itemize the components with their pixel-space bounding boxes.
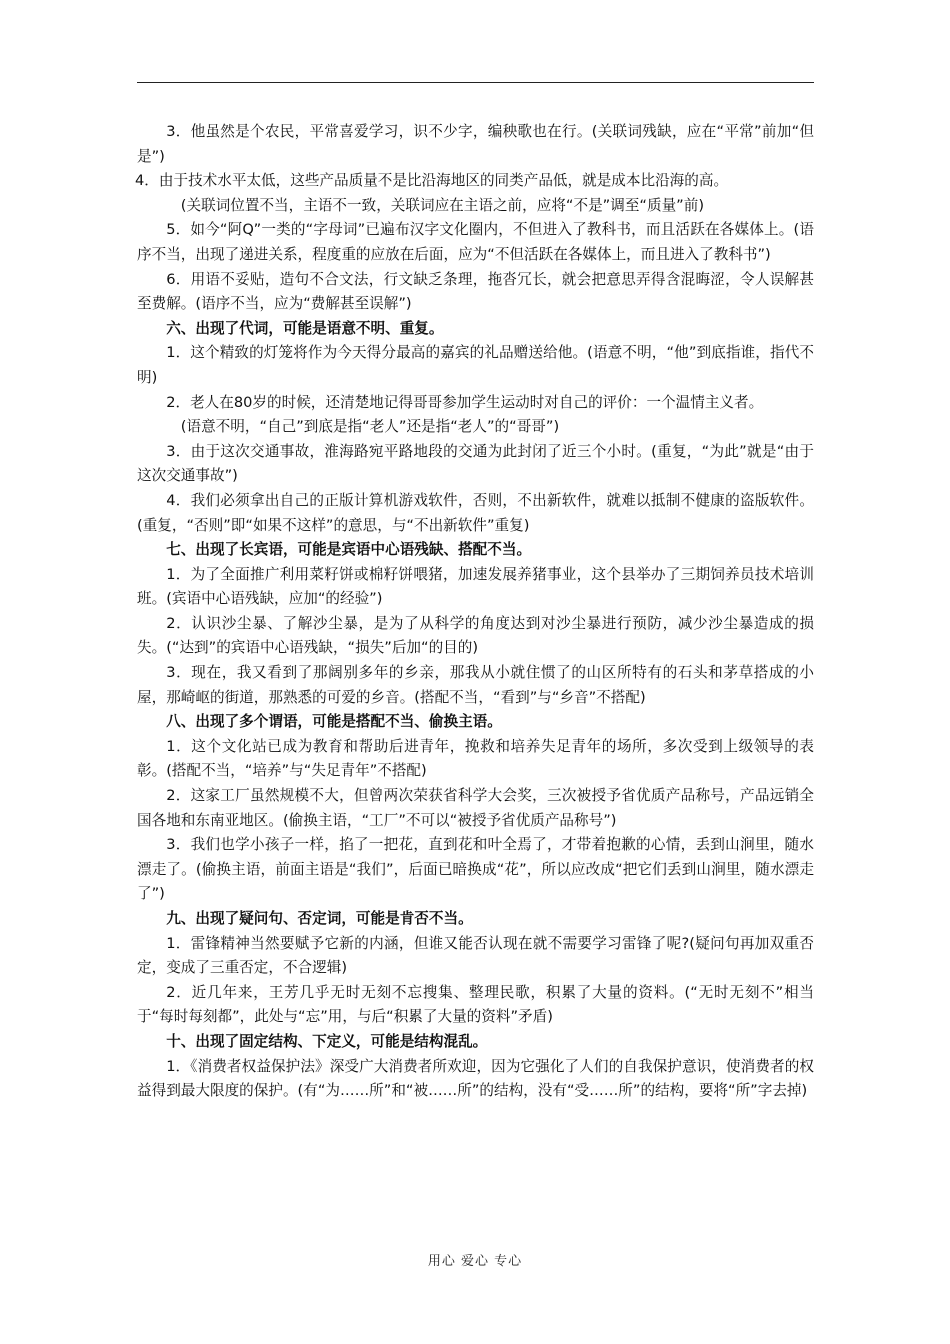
paragraph: 1．这个文化站已成为教育和帮助后进青年，挽救和培养失足青年的场所，多次受到上级领导的表彰。(搭配不当，“培养”与“失足青年”不搭配) xyxy=(137,737,814,780)
page-footer: 用心 爱心 专心 xyxy=(427,1254,523,1269)
paragraph-note: (关联词位置不当，主语不一致，关联词应在主语之前，应将“不是”调至“质量”前) xyxy=(180,196,705,214)
paragraph: 1．为了全面推广利用菜籽饼或棉籽饼喂猪，加速发展养猪事业，这个县举办了三期饲养员技术培训班。(宾语中心语残缺，应加“的经验”) xyxy=(137,565,814,608)
paragraph: 5．如今“阿Q”一类的“字母词”已遍布汉字文化圈内，不但进入了教科书，而且活跃在各媒体上。(语序不当，出现了递进关系，程度重的应放在后面，应为“不但活跃在各媒体上，而且进入了教科书”) xyxy=(137,221,814,263)
paragraph: 2．老人在80岁的时候，还清楚地记得哥哥参加学生运动时对自己的评价：一个温情主义者。 xyxy=(166,393,764,411)
section-heading: 七、出现了长宾语，可能是宾语中心语残缺、搭配不当。 xyxy=(166,541,532,559)
paragraph-note: (语意不明，“自己”到底是指“老人”还是指“老人”的“哥哥”) xyxy=(180,418,560,436)
section-heading: 八、出现了多个谓语，可能是搭配不当、偷换主语。 xyxy=(166,713,502,731)
header-rule xyxy=(137,82,814,83)
paragraph: 1．雷锋精神当然要赋予它新的内涵，但谁又能否认现在就不需要学习雷锋了呢?(疑问句再加双重否定，变成了三重否定，不合逻辑) xyxy=(137,934,814,977)
paragraph: 2．认识沙尘暴、了解沙尘暴，是为了从科学的角度达到对沙尘暴进行预防，减少沙尘暴造成的损失。(“达到”的宾语中心语残缺，“损失”后加“的目的) xyxy=(137,614,814,657)
paragraph: 3．由于这次交通事故，淮海路宛平路地段的交通为此封闭了近三个小时。(重复，“为此”就是“由于这次交通事故”) xyxy=(137,442,814,485)
document-body xyxy=(137,120,814,1104)
section-heading: 九、出现了疑问句、否定词，可能是肯否不当。 xyxy=(166,910,473,927)
paragraph: 3．他虽然是个农民，平常喜爱学习，识不少字，编秧歌也在行。(关联词残缺，应在“平常”前加“但是”) xyxy=(137,123,814,165)
paragraph: 2．近几年来，王芳几乎无时无刻不忘搜集、整理民歌，积累了大量的资料。(“无时无刻不”相当于“每时每刻都”，此处与“忘”用，与后“积累了大量的资料”矛盾) xyxy=(137,983,814,1026)
section-heading: 十、出现了固定结构、下定义，可能是结构混乱。 xyxy=(166,1032,488,1050)
paragraph: 4．我们必须拿出自己的正版计算机游戏软件，否则，不出新软件，就难以抵制不健康的盗版软件。(重复，“否则”即“如果不这样”的意思，与“不出新软件”重复) xyxy=(137,491,814,534)
paragraph: 3．我们也学小孩子一样，掐了一把花，直到花和叶全焉了，才带着抱歉的心情，丢到山涧里，随水漂走了。(偷换主语，前面主语是“我们”，后面已暗换成“花”，所以应改成“把它们丢到山涧里，随水漂走了”) xyxy=(137,836,814,903)
paragraph: 6．用语不妥贴，造句不合文法，行文缺乏条理，拖沓冗长，就会把意思弄得含混晦涩，令人误解甚至费解。(语序不当，应为“费解甚至误解”) xyxy=(137,270,814,313)
paragraph: 4．由于技术水平太低，这些产品质量不是比沿海地区的同类产品低，就是成本比沿海的高。 xyxy=(135,172,729,190)
paragraph: 2．这家工厂虽然规模不大，但曾两次荣获省科学大会奖，三次被授予省优质产品称号，产品远销全国各地和东南亚地区。(偷换主语，“工厂”不可以“被授予省优质产品称号”) xyxy=(137,787,814,829)
paragraph: 1．《消费者权益保护法》深受广大消费者所欢迎，因为它强化了人们的自我保护意识，使消费者的权益得到最大限度的保护。(有“为……所”和“被……所”的结构，没有“受……所”的结构，要将“所”字去掉) xyxy=(137,1057,814,1100)
section-heading: 六、出现了代词，可能是语意不明、重复。 xyxy=(166,319,444,337)
paragraph: 3．现在，我又看到了那阔别多年的乡亲，那我从小就住惯了的山区所特有的石头和茅草搭成的小屋，那崎岖的街道，那熟悉的可爱的乡音。(搭配不当，“看到”与“乡音”不搭配) xyxy=(137,664,814,706)
paragraph: 1．这个精致的灯笼将作为今天得分最高的嘉宾的礼品赠送给他。(语意不明，“他”到底指谁，指代不明) xyxy=(137,344,814,386)
